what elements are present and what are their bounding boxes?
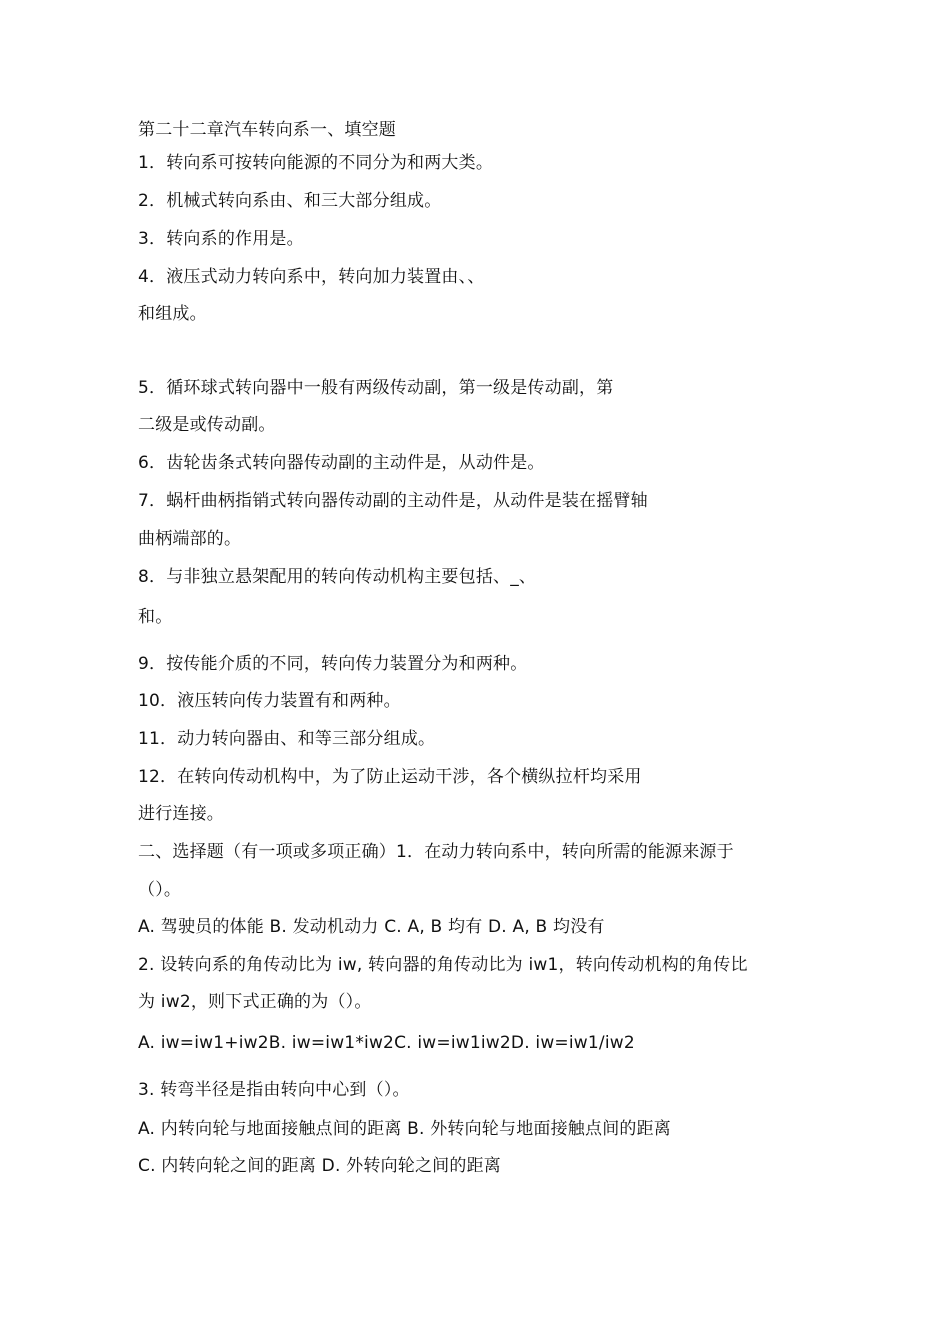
section-heading: 二、选择题（有一项或多项正确）1．在动力转向系中，转向所需的能源来源于 [138,842,734,862]
question-line: 和组成。 [138,304,207,324]
question-line: 12．在转向传动机构中，为了防止运动干涉，各个横纵拉杆均采用 [138,767,642,787]
question-line: 7．蜗杆曲柄指销式转向器传动副的主动件是，从动件是装在摇臂轴 [138,491,648,511]
chapter-title: 第二十二章汽车转向系一、填空题 [138,120,396,140]
answer-options: C. 内转向轮之间的距离 D. 外转向轮之间的距离 [138,1156,501,1176]
answer-options: A. 驾驶员的体能 B. 发动机动力 C. A, B 均有 D. A, B 均没有 [138,917,605,937]
question-line: 进行连接。 [138,804,224,824]
question-line: 和。 [138,607,173,627]
question-line: 3. 转弯半径是指由转向中心到（）。 [138,1080,410,1100]
question-line: （）。 [138,880,182,900]
question-line: 9．按传能介质的不同，转向传力装置分为和两种。 [138,654,528,674]
question-line: 曲柄端部的。 [138,529,242,549]
answer-options: A. 内转向轮与地面接触点间的距离 B. 外转向轮与地面接触点间的距离 [138,1119,672,1139]
question-line: 4．液压式动力转向系中，转向加力装置由、、 [138,267,485,287]
question-line: 3．转向系的作用是。 [138,229,304,249]
question-line: 2. 设转向系的角传动比为 iw, 转向器的角传动比为 iw1，转向传动机构的角传比 [138,955,748,975]
question-line: 10．液压转向传力装置有和两种。 [138,691,401,711]
question-line: 11．动力转向器由、和等三部分组成。 [138,729,436,749]
question-line: 1．转向系可按转向能源的不同分为和两大类。 [138,153,494,173]
question-line: 为 iw2，则下式正确的为（）。 [138,992,372,1012]
question-line: 8．与非独立悬架配用的转向传动机构主要包括、_、 [138,567,537,587]
question-line: 6．齿轮齿条式转向器传动副的主动件是，从动件是。 [138,453,545,473]
question-line: 5．循环球式转向器中一般有两级传动副，第一级是传动副，第 [138,378,614,398]
question-line: 二级是或传动副。 [138,415,276,435]
question-line: 2．机械式转向系由、和三大部分组成。 [138,191,442,211]
answer-options: A. iw=iw1+iw2B. iw=iw1*iw2C. iw=iw1iw2D. iw=iw1/iw2 [138,1033,635,1053]
